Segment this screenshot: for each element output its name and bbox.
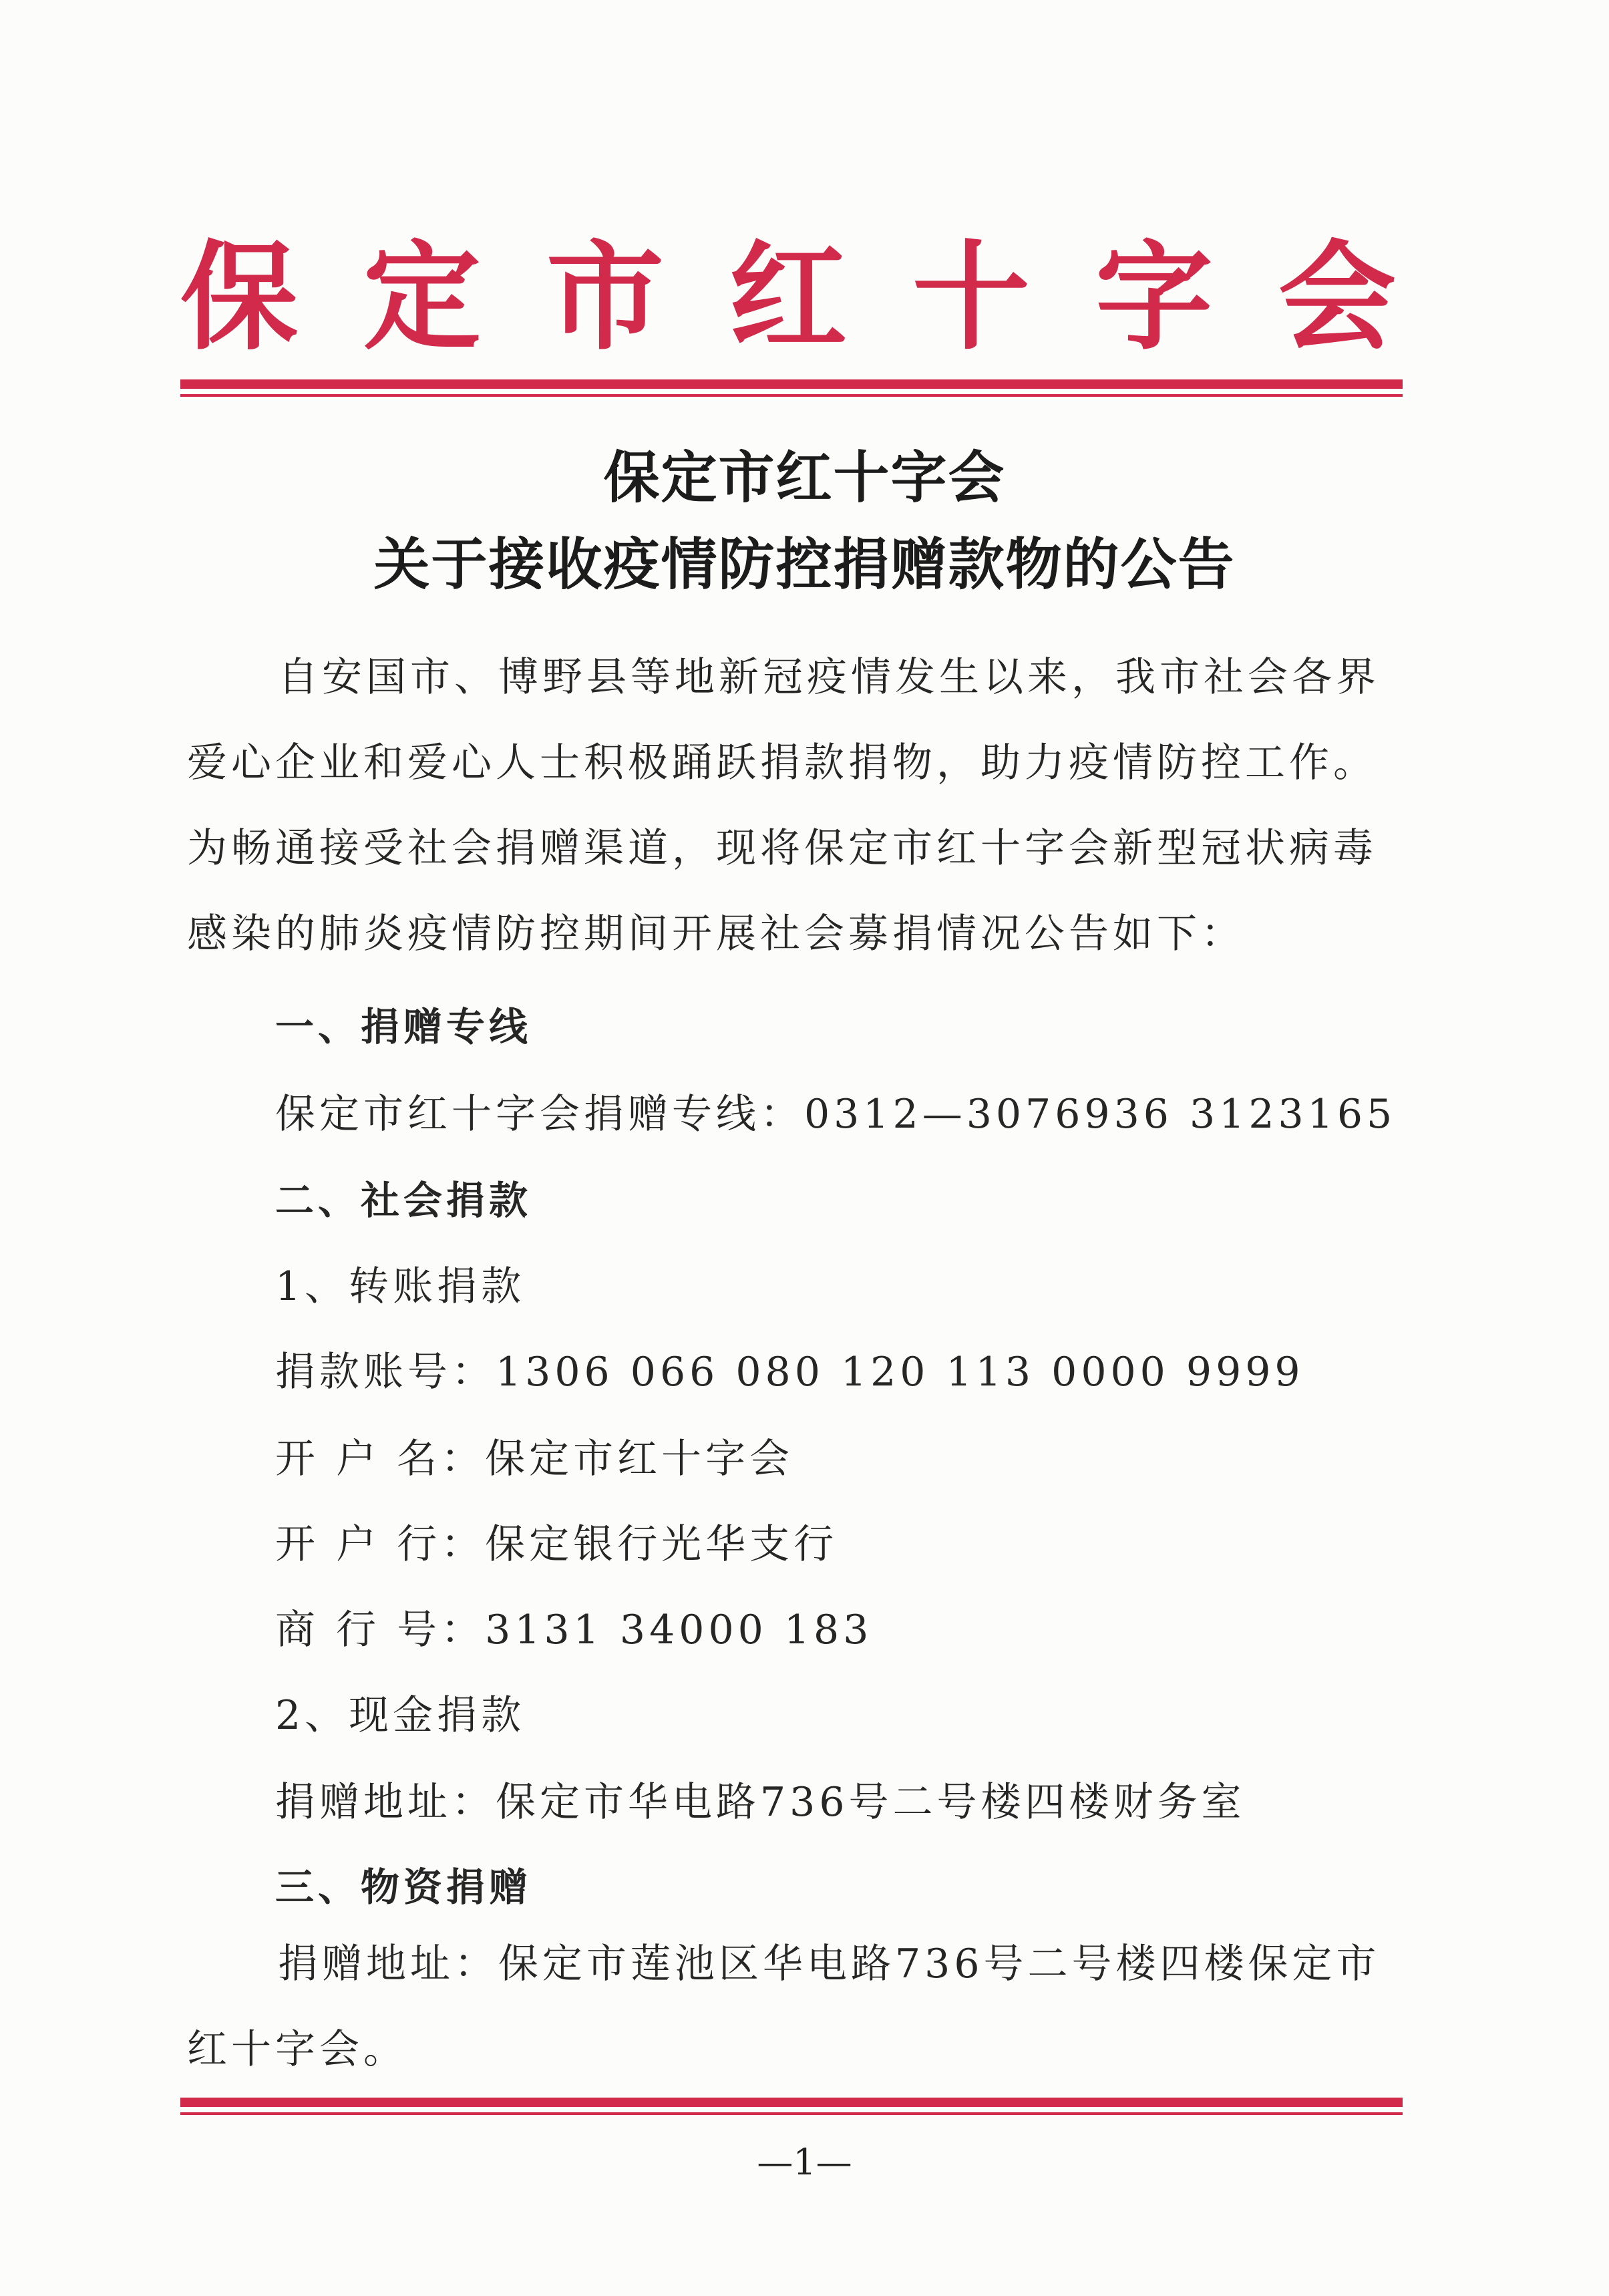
masthead-char: 会: [1278, 228, 1396, 366]
bank-code-row: [275, 1598, 1391, 1655]
cash-address: 捐赠地址：保定市华电路736号二号楼四楼财务室: [275, 1779, 1246, 1826]
account-holder-value: 保定市红十字会: [485, 1436, 794, 1482]
section1-heading: 一、捐赠专线: [275, 1004, 532, 1049]
intro-paragraph: 自安国市、博野县等地新冠疫情发生以来，我市社会各界爱心企业和爱心人士积极踊跃捐款捐物，助力疫情防控工作。为畅通接受社会捐赠渠道，现将保定市红十字会新型冠状病毒感染的肺炎疫情防控期间开展社会募捐情况公告如下：: [187, 654, 1380, 957]
masthead-char: 字: [1095, 228, 1213, 366]
masthead-char: 市: [546, 228, 664, 366]
document-title-line2: 关于接收疫情防控捐赠款物的公告: [373, 531, 1236, 597]
account-holder-label: 开 户 名：: [275, 1436, 486, 1482]
header-divider: [180, 379, 1403, 397]
masthead-title: [180, 224, 1396, 371]
cash-subheading: 2、现金捐款: [275, 1692, 526, 1739]
bank-row: [275, 1512, 1391, 1570]
masthead-char: 十: [912, 228, 1030, 366]
donation-hotline: 保定市红十字会捐赠专线：0312—3076936 3123165: [275, 1091, 1397, 1138]
material-address-paragraph: 捐赠地址：保定市莲池区华电路736号二号楼四楼保定市红十字会。: [187, 1941, 1381, 2073]
footer-divider: [180, 2098, 1403, 2115]
page-number: —1—: [757, 2141, 852, 2183]
account-number-row: [275, 1340, 1391, 1398]
masthead-char: 定: [363, 228, 481, 366]
masthead-char: 红: [729, 228, 847, 366]
account-number-value: 1306 066 080 120 113 0000 9999: [496, 1349, 1304, 1396]
section2-heading: 二、社会捐款: [275, 1178, 532, 1223]
section3-heading: 三、物资捐赠: [275, 1864, 532, 1910]
bank-code-label: 商 行 号：: [275, 1607, 486, 1653]
account-number-label: 捐款账号：: [275, 1349, 496, 1396]
masthead-char: 保: [180, 228, 299, 366]
document-title-line1: 保定市红十字会: [603, 444, 1006, 510]
bank-label: 开 户 行：: [275, 1521, 486, 1568]
account-holder-row: [275, 1427, 1391, 1484]
transfer-subheading: 1、转账捐款: [275, 1263, 526, 1310]
bank-code-value: 3131 34000 183: [485, 1607, 873, 1653]
bank-value: 保定银行光华支行: [485, 1521, 838, 1568]
